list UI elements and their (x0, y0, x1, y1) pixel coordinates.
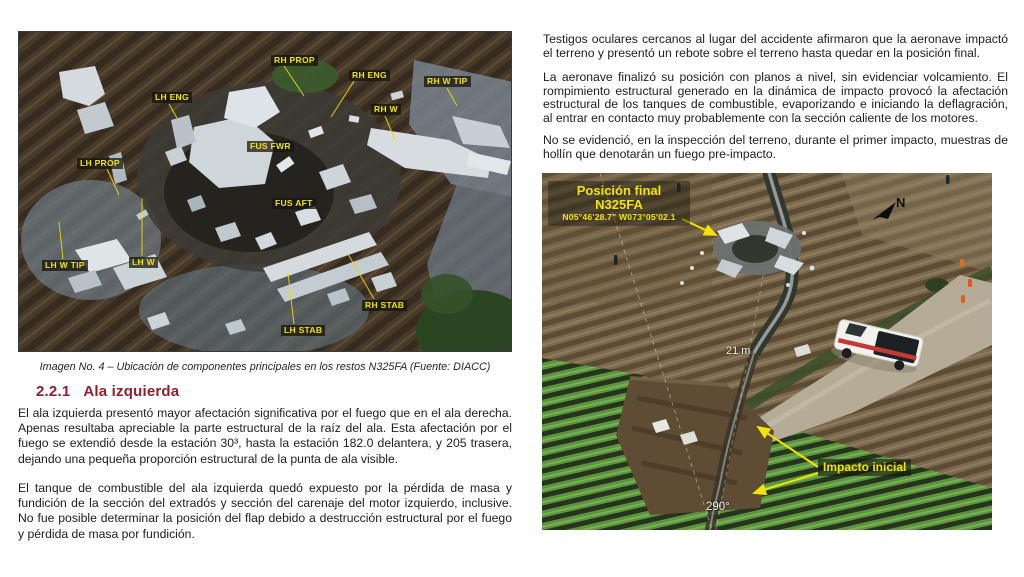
final-position-coords: N05°46'28.7" W073°05'02.1 (562, 212, 676, 222)
wreck-label-lh-stab: LH STAB (281, 325, 325, 336)
final-position-registry: N325FA (595, 197, 643, 212)
left-paragraph-1: El ala izquierda presentó mayor afectación significativa por el fuego que en el ala derecha. Apenas resultaba apreciable la parte estructural de la raíz del ala. Esta afectación por el fuego se extendió desde la estación 30³, hasta la estación 182.0 delantera, y 205 trasera, dejando una pequeña proporción estructural de la punta de ala visible. (18, 406, 512, 466)
wreck-label-lh-eng: LH ENG (152, 92, 192, 103)
crash-site-overview-photo (542, 173, 992, 530)
left-paragraph-2: El tanque de combustible del ala izquierda quedó expuesto por la pérdida de masa y fundición de la sección del extradós y sección del carenaje del motor izquierdo, inclusive. No fue posible determinar la posición del flap debido a destrucción estructural por el fuego y pérdida de masa por fundición. (18, 481, 512, 541)
wreck-label-rh-w-tip: RH W TIP (424, 76, 471, 87)
wreck-label-lh-w: LH W (129, 257, 158, 268)
north-label: N (896, 195, 906, 210)
wreck-label-fus-aft: FUS AFT (272, 198, 316, 209)
right-paragraph-2: La aeronave finalizó su posición con planos a nivel, sin evidenciar volcamiento. El rompimiento estructural generado en la dinámica de impacto provocó la afectación estructural de los tanques de combustible, evaporizando e iniciando la deflagración, al entrar en contacto muy probablemente con la sección caliente de los motores. (543, 70, 1008, 125)
section-heading (36, 383, 179, 400)
wreck-label-rh-stab: RH STAB (362, 300, 407, 311)
section-title: Ala izquierda (83, 383, 180, 400)
wreck-label-rh-eng: RH ENG (349, 70, 390, 81)
wreckage-components-photo (18, 31, 512, 352)
final-position-title: Posición final (576, 183, 662, 198)
section-number: 2.2.1 (36, 383, 71, 400)
bearing-label: 290° (706, 501, 730, 513)
wreck-label-lh-prop: LH PROP (77, 158, 123, 169)
distance-label: 21 m (726, 345, 751, 357)
wreck-label-rh-w: RH W (371, 104, 401, 115)
wreck-label-fus-fwr: FUS FWR (247, 141, 294, 152)
annotation-arrows (542, 173, 992, 530)
right-paragraph-3: No se evidenció, en la inspección del terreno, durante el primer impacto, muestras de hollín que denotarán un fuego pre-impacto. (543, 133, 1008, 161)
final-position-callout (548, 181, 690, 226)
north-arrow-icon (872, 202, 896, 220)
wreck-label-rh-prop: RH PROP (271, 55, 318, 66)
figure-caption: Imagen No. 4 – Ubicación de componentes principales en los restos N325FA (Fuente: DIACC) (39, 361, 491, 373)
wreck-label-lh-w-tip: LH W TIP (42, 260, 88, 271)
initial-impact-label: Impacto inicial (818, 459, 911, 476)
right-paragraph-1: Testigos oculares cercanos al lugar del accidente afirmaron que la aeronave impactó el terreno y presentó un rebote sobre el terreno hasta quedar en la posición final. (543, 32, 1008, 60)
